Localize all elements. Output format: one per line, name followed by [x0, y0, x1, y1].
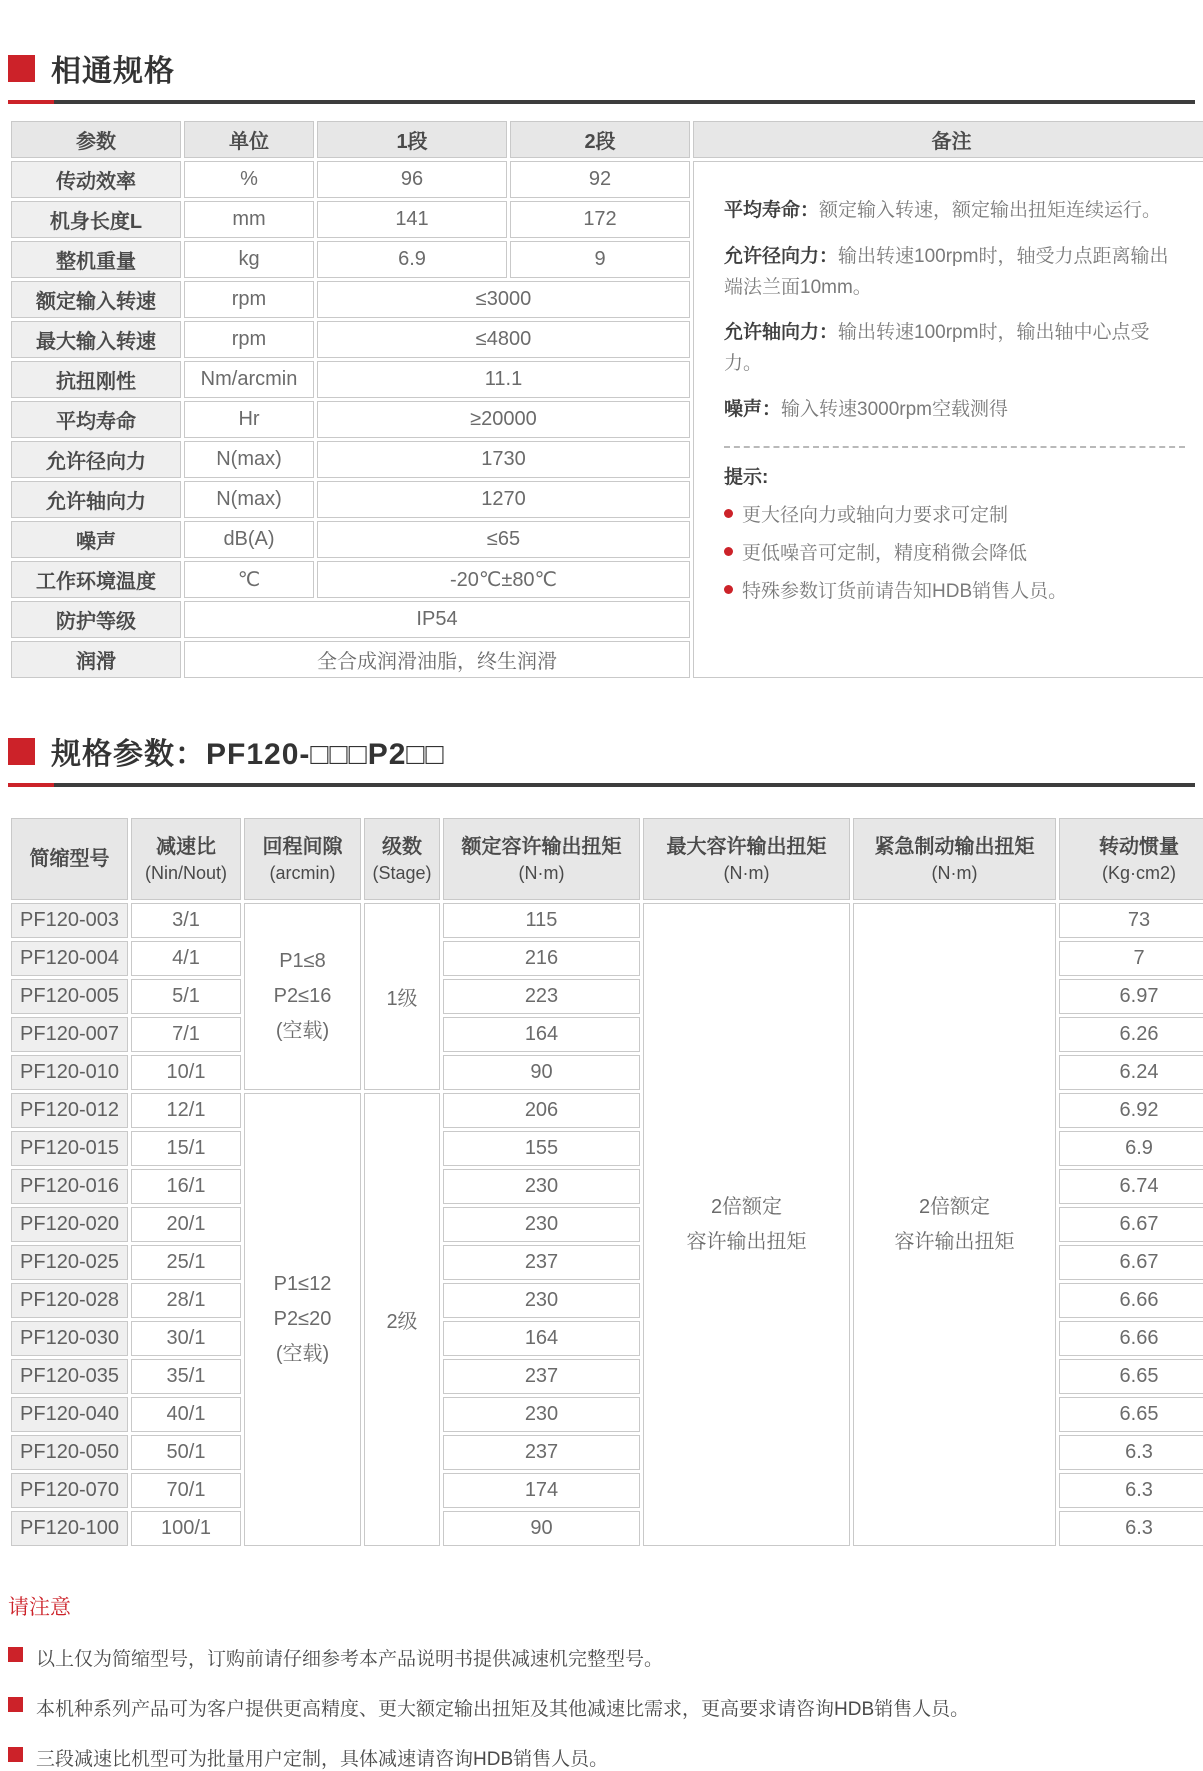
model-cell: PF120-035: [11, 1359, 128, 1394]
backlash-line: P2≤16: [273, 985, 332, 1007]
unit-cell: kg: [184, 241, 314, 278]
value-cell: 全合成润滑油脂，终生润滑: [184, 641, 690, 678]
header-unit: (N·m): [931, 862, 978, 883]
title-rule: [8, 783, 1195, 787]
value-cell: 141: [317, 201, 507, 238]
stage-cell: 1级: [364, 903, 440, 1090]
rated-torque-cell: 164: [443, 1321, 640, 1356]
spec-params-table-body: [11, 903, 1203, 1546]
model-cell: PF120-050: [11, 1435, 128, 1470]
header-title: 简缩型号: [29, 847, 110, 870]
brake-torque-cell: [853, 903, 1056, 1546]
tip-text: 更低噪音可定制，精度稍微会降低: [742, 542, 1028, 564]
param-cell: 允许径向力: [11, 441, 181, 478]
column-header: 1段: [317, 121, 507, 158]
remark-paragraph: [724, 196, 1185, 227]
value-cell: IP54: [184, 601, 690, 638]
column-header: [643, 818, 850, 900]
model-cell: PF120-012: [11, 1093, 128, 1128]
value-cell: 9: [510, 241, 690, 278]
remark-paragraph: [724, 395, 1185, 426]
title-rule-accent: [8, 100, 54, 104]
unit-cell: rpm: [184, 281, 314, 318]
ratio-cell: 25/1: [131, 1245, 241, 1280]
unit-cell: %: [184, 161, 314, 198]
value-cell: 96: [317, 161, 507, 198]
backlash-line: P1≤8: [279, 950, 326, 972]
remark-text: 输入转速3000rpm空载测得: [781, 398, 1009, 420]
param-cell: 整机重量: [11, 241, 181, 278]
header-title: 紧急制动输出扭矩: [874, 835, 1035, 858]
max-torque-cell: [643, 903, 850, 1546]
value-cell: 11.1: [317, 361, 690, 398]
header-title: 回程间隙: [262, 835, 343, 858]
column-header: [244, 818, 361, 900]
remark-text: 额定输入转速，额定输出扭矩连续运行。: [819, 200, 1162, 221]
inertia-cell: 6.65: [1059, 1359, 1203, 1394]
section-spec-params-header: [8, 681, 1195, 773]
torque-note-line: 2倍额定: [918, 1195, 991, 1218]
model-cell: PF120-070: [11, 1473, 128, 1508]
table-row: [11, 903, 1203, 938]
spec-params-table: [8, 815, 1203, 1549]
rated-torque-cell: 237: [443, 1245, 640, 1280]
backlash-cell: [244, 1093, 361, 1546]
header-unit: (Stage): [372, 862, 432, 883]
red-square-icon: [8, 55, 35, 82]
notice-text: 三段减速比机型可为批量用户定制，具体减速请咨询HDB销售人员。: [36, 1749, 609, 1770]
ratio-cell: 20/1: [131, 1207, 241, 1242]
header-title: 额定容许输出扭矩: [461, 835, 622, 858]
model-cell: PF120-016: [11, 1169, 128, 1204]
remark-paragraph: [724, 318, 1185, 380]
inertia-cell: 6.65: [1059, 1397, 1203, 1432]
param-cell: 最大输入转速: [11, 321, 181, 358]
rated-torque-cell: 230: [443, 1207, 640, 1242]
header-title: 最大容许输出扭矩: [666, 835, 827, 858]
header-unit: (Kg·cm2): [1101, 862, 1176, 883]
value-cell: ≤3000: [317, 281, 690, 318]
tip-item: [724, 576, 1185, 603]
column-header: [364, 818, 440, 900]
bullet-dot-icon: [724, 547, 733, 556]
column-header: 单位: [184, 121, 314, 158]
column-header: [443, 818, 640, 900]
model-cell: PF120-028: [11, 1283, 128, 1318]
inertia-cell: 6.67: [1059, 1245, 1203, 1280]
rated-torque-cell: 174: [443, 1473, 640, 1508]
remark-text: 输出转速100rpm时，输出轴中心点受力。: [724, 322, 1150, 375]
header-unit: (Nin/Nout): [144, 862, 228, 883]
tip-item: [724, 538, 1185, 565]
inertia-cell: 6.92: [1059, 1093, 1203, 1128]
header-unit: (N·m): [518, 862, 565, 883]
inertia-cell: 6.3: [1059, 1511, 1203, 1546]
inertia-cell: 6.67: [1059, 1207, 1203, 1242]
unit-cell: mm: [184, 201, 314, 238]
section-title-common-specs: 相通规格: [51, 55, 175, 88]
ratio-cell: 15/1: [131, 1131, 241, 1166]
model-cell: PF120-003: [11, 903, 128, 938]
unit-cell: Hr: [184, 401, 314, 438]
value-cell: 92: [510, 161, 690, 198]
bullet-dot-icon: [724, 509, 733, 518]
value-cell: ≥20000: [317, 401, 690, 438]
common-specs-table-body: [11, 161, 1203, 678]
column-header: 参数: [11, 121, 181, 158]
header-title: 减速比: [156, 835, 216, 858]
notice-list: [8, 1644, 1195, 1771]
ratio-cell: 30/1: [131, 1321, 241, 1356]
unit-cell: dB(A): [184, 521, 314, 558]
notice-text: 以上仅为简缩型号，订购前请仔细参考本产品说明书提供减速机完整型号。: [36, 1649, 664, 1670]
common-specs-table-head: [11, 121, 1203, 158]
value-cell: 6.9: [317, 241, 507, 278]
model-cell: PF120-015: [11, 1131, 128, 1166]
model-cell: PF120-010: [11, 1055, 128, 1090]
inertia-cell: 6.24: [1059, 1055, 1203, 1090]
title-rule-accent: [8, 783, 54, 787]
remark-label: 平均寿命：: [724, 200, 820, 221]
rated-torque-cell: 164: [443, 1017, 640, 1052]
param-cell: 允许轴向力: [11, 481, 181, 518]
inertia-cell: 6.66: [1059, 1283, 1203, 1318]
ratio-cell: 10/1: [131, 1055, 241, 1090]
stage-cell: 2级: [364, 1093, 440, 1546]
header-title: 级数: [382, 835, 422, 858]
torque-note-line: 2倍额定: [710, 1195, 783, 1218]
rated-torque-cell: 237: [443, 1359, 640, 1394]
column-header: 2段: [510, 121, 690, 158]
ratio-cell: 50/1: [131, 1435, 241, 1470]
tip-item: [724, 500, 1185, 527]
unit-cell: Nm/arcmin: [184, 361, 314, 398]
backlash-line: P1≤12: [273, 1273, 332, 1295]
param-cell: 抗扭刚性: [11, 361, 181, 398]
backlash-line: (空载): [275, 1020, 330, 1042]
dashed-divider: [724, 446, 1185, 448]
notice-title: 请注意: [8, 1596, 71, 1619]
model-cell: PF120-007: [11, 1017, 128, 1052]
model-cell: PF120-040: [11, 1397, 128, 1432]
notice-item: [8, 1744, 1195, 1771]
inertia-cell: 6.9: [1059, 1131, 1203, 1166]
header-unit: (N·m): [723, 862, 770, 883]
inertia-cell: 6.3: [1059, 1435, 1203, 1470]
tips-title: 提示:: [724, 466, 769, 488]
unit-cell: N(max): [184, 481, 314, 518]
model-cell: PF120-020: [11, 1207, 128, 1242]
ratio-cell: 4/1: [131, 941, 241, 976]
tip-text: 特殊参数订货前请告知HDB销售人员。: [742, 580, 1068, 602]
notice-item: [8, 1644, 1195, 1671]
ratio-cell: 3/1: [131, 903, 241, 938]
value-cell: 1730: [317, 441, 690, 478]
remark-text: 输出转速100rpm时，轴受力点距离输出端法兰面10mm。: [724, 245, 1169, 298]
value-cell: -20℃±80℃: [317, 561, 690, 598]
param-cell: 传动效率: [11, 161, 181, 198]
param-cell: 润滑: [11, 641, 181, 678]
remark-label: 允许轴向力：: [724, 322, 839, 344]
title-rule: [8, 100, 1195, 104]
rated-torque-cell: 230: [443, 1169, 640, 1204]
ratio-cell: 40/1: [131, 1397, 241, 1432]
unit-cell: ℃: [184, 561, 314, 598]
red-square-icon: [8, 738, 35, 765]
value-cell: ≤65: [317, 521, 690, 558]
header-title: 转动惯量: [1099, 835, 1179, 858]
rated-torque-cell: 223: [443, 979, 640, 1014]
param-cell: 防护等级: [11, 601, 181, 638]
ratio-cell: 35/1: [131, 1359, 241, 1394]
tip-text: 更大径向力或轴向力要求可定制: [742, 504, 1009, 526]
column-header: [11, 818, 128, 900]
rated-torque-cell: 206: [443, 1093, 640, 1128]
column-header: [1059, 818, 1203, 900]
inertia-cell: 6.97: [1059, 979, 1203, 1014]
ratio-cell: 5/1: [131, 979, 241, 1014]
unit-cell: N(max): [184, 441, 314, 478]
torque-note-line: 容许输出扭矩: [686, 1230, 807, 1253]
ratio-cell: 7/1: [131, 1017, 241, 1052]
inertia-cell: 6.3: [1059, 1473, 1203, 1508]
column-header: 备注: [693, 121, 1203, 158]
inertia-cell: 73: [1059, 903, 1203, 938]
param-cell: 工作环境温度: [11, 561, 181, 598]
table-row: [11, 161, 1203, 198]
common-specs-table: [8, 118, 1203, 681]
inertia-cell: 6.26: [1059, 1017, 1203, 1052]
rated-torque-cell: 115: [443, 903, 640, 938]
backlash-cell: [244, 903, 361, 1090]
rated-torque-cell: 155: [443, 1131, 640, 1166]
model-cell: PF120-100: [11, 1511, 128, 1546]
remark-label: 噪声：: [724, 398, 782, 420]
model-cell: PF120-025: [11, 1245, 128, 1280]
spec-params-header-row: [11, 818, 1203, 900]
notice-text: 本机种系列产品可为客户提供更高精度、更大额定输出扭矩及其他减速比需求，更高要求请咨询HDB销售人员。: [36, 1699, 970, 1720]
rated-torque-cell: 90: [443, 1055, 640, 1090]
value-cell: 172: [510, 201, 690, 238]
rated-torque-cell: 90: [443, 1511, 640, 1546]
param-cell: 额定输入转速: [11, 281, 181, 318]
ratio-cell: 12/1: [131, 1093, 241, 1128]
param-cell: 平均寿命: [11, 401, 181, 438]
inertia-cell: 6.74: [1059, 1169, 1203, 1204]
ratio-cell: 16/1: [131, 1169, 241, 1204]
rated-torque-cell: 237: [443, 1435, 640, 1470]
column-header: [853, 818, 1056, 900]
model-cell: PF120-030: [11, 1321, 128, 1356]
model-cell: PF120-005: [11, 979, 128, 1014]
spec-params-table-head: [11, 818, 1203, 900]
column-header: [131, 818, 241, 900]
backlash-line: (空载): [275, 1343, 330, 1365]
red-square-icon: [8, 1747, 23, 1762]
ratio-cell: 28/1: [131, 1283, 241, 1318]
value-cell: 1270: [317, 481, 690, 518]
remarks-cell: [693, 161, 1203, 678]
section-common-specs-header: [8, 0, 1195, 90]
inertia-cell: 7: [1059, 941, 1203, 976]
rated-torque-cell: 230: [443, 1397, 640, 1432]
red-square-icon: [8, 1697, 23, 1712]
section-title-spec-params: 规格参数：PF120-□□□P2□□: [51, 738, 445, 771]
header-unit: (arcmin): [269, 862, 336, 883]
notice-item: [8, 1694, 1195, 1721]
ratio-cell: 70/1: [131, 1473, 241, 1508]
red-square-icon: [8, 1647, 23, 1662]
param-cell: 噪声: [11, 521, 181, 558]
inertia-cell: 6.66: [1059, 1321, 1203, 1356]
value-cell: ≤4800: [317, 321, 690, 358]
remark-paragraph: [724, 242, 1185, 304]
common-specs-header-row: [11, 121, 1203, 158]
ratio-cell: 100/1: [131, 1511, 241, 1546]
bullet-dot-icon: [724, 585, 733, 594]
rated-torque-cell: 216: [443, 941, 640, 976]
remark-label: 允许径向力：: [724, 245, 839, 267]
param-cell: 机身长度L: [11, 201, 181, 238]
unit-cell: rpm: [184, 321, 314, 358]
rated-torque-cell: 230: [443, 1283, 640, 1318]
backlash-line: P2≤20: [273, 1308, 332, 1330]
model-cell: PF120-004: [11, 941, 128, 976]
torque-note-line: 容许输出扭矩: [894, 1230, 1015, 1253]
